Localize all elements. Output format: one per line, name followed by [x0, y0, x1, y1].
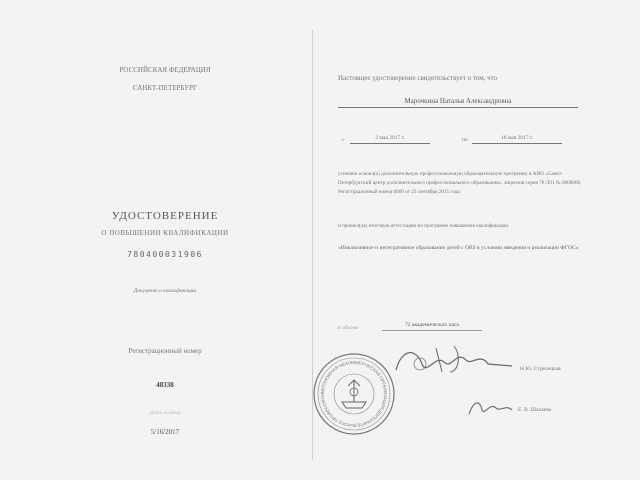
from-date-underline	[350, 143, 430, 144]
name-underline	[338, 107, 578, 108]
issue-date-value: 5/16/2017	[150, 428, 180, 436]
to-date: 16 мая 2017 г.	[500, 135, 534, 141]
person-name: Марочкина Наталья Александровна	[404, 97, 512, 105]
city-label: САНКТ-ПЕТЕРБУРГ	[132, 84, 198, 92]
official-seal-icon	[312, 352, 396, 436]
to-prefix: по	[462, 137, 468, 143]
hours-underline	[382, 330, 482, 331]
hours-value: 72 академических часа	[405, 322, 459, 328]
body-paragraph: успешно освоил(а) дополнительную профессиональную образовательную программу в АНО «Санкт-Петербургский центр дополнительного профессионального образования», лицензия серия 78 Л01 № 0000000, Регистрационный номер 0000 от 23 сентября 2015 года	[338, 171, 582, 195]
federation-label: РОССИЙСКАЯ ФЕДЕРАЦИЯ	[119, 66, 211, 74]
from-prefix: с	[342, 137, 345, 143]
program-title: «Инклюзивное и интегративное образование детей с ОВЗ в условиях введения и реализации ФГОС»	[338, 245, 579, 251]
issue-date-label: Дата выдачи	[149, 410, 181, 416]
svg-text:АВТОНОМНАЯ НЕКОММЕРЧЕСКАЯ ОРГА: АВТОНОМНАЯ НЕКОММЕРЧЕСКАЯ ОРГАНИЗАЦИЯ ДОПОЛНИТЕЛЬНОГО ПРОФЕССИОН	[319, 359, 389, 429]
secretary-signature-icon	[466, 396, 516, 418]
hours-prefix: в объеме	[338, 325, 359, 331]
intro-text: Настоящее удостоверение свидетельствует о том, что	[338, 74, 498, 82]
secretary-name: Е. В. Шалаева	[518, 407, 552, 413]
director-name: Н.Ю. Стрелецкая	[520, 366, 561, 372]
reg-number-value: 48338	[156, 381, 174, 389]
doc-subtitle: О ПОВЫШЕНИИ КВАЛИФИКАЦИИ	[101, 229, 229, 237]
to-date-underline	[472, 143, 562, 144]
doc-title: УДОСТОВЕРЕНИЕ	[111, 210, 219, 222]
doc-number: 780400031906	[127, 250, 203, 259]
doc-caption: Документ о квалификации	[133, 288, 197, 294]
director-signature-icon	[392, 342, 532, 382]
attestation-text: и прошел(ла) итоговую аттестацию по программе повышения квалификации	[338, 223, 509, 229]
reg-number-label: Регистрационный номер	[128, 347, 202, 355]
from-date: 2 мая 2017 г.	[375, 135, 405, 141]
